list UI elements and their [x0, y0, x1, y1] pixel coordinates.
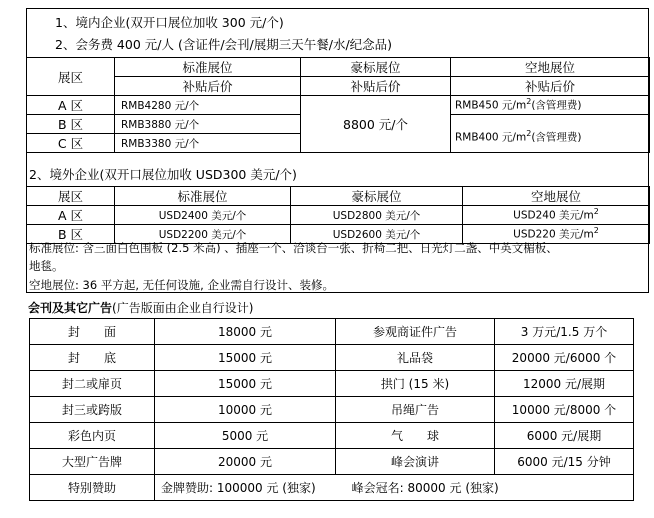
space-price-unit: m	[515, 99, 527, 112]
table-row	[30, 319, 634, 345]
standard-price-cell: USD2200 美元/个	[115, 225, 291, 244]
space-price-cell	[451, 96, 650, 115]
header-standard: 标准展位	[115, 187, 291, 206]
header-space: 空地展位	[451, 58, 650, 77]
zone-cell: A 区	[27, 206, 115, 225]
space-price-text: USD220 美元/	[513, 228, 584, 241]
space-price-note: (含管理费)	[531, 99, 582, 112]
space-price-cell	[451, 115, 650, 153]
ad-price: 10000 元/8000 个	[495, 397, 634, 423]
ad-price: 20000 元/6000 个	[495, 345, 634, 371]
ad-price: 10000 元	[155, 397, 336, 423]
zone-cell: A 区	[27, 96, 115, 115]
ad-price: 15000 元	[155, 371, 336, 397]
header-subsidy: 补贴后价	[451, 77, 650, 96]
deluxe-price-cell: USD2800 美元/个	[291, 206, 463, 225]
ad-price: 18000 元	[155, 319, 336, 345]
ads-title: 会刊及其它广告	[28, 301, 113, 315]
exhibition-pricing-box	[26, 8, 649, 293]
table-row	[30, 371, 634, 397]
ad-price: 12000 元/展期	[495, 371, 634, 397]
space-price-cell	[463, 206, 650, 225]
ad-item: 峰会演讲	[336, 449, 495, 475]
ad-item: 大型广告牌	[30, 449, 155, 475]
zone-cell: B 区	[27, 225, 115, 244]
table-row	[27, 96, 650, 115]
foreign-price-table	[26, 186, 650, 244]
ad-item: 参观商证件广告	[336, 319, 495, 345]
space-price-unit: m	[515, 131, 527, 144]
ad-item: 封二或扉页	[30, 371, 155, 397]
ads-section-title	[28, 299, 253, 316]
space-price-sup: 2	[526, 128, 532, 138]
ad-price: 20000 元	[155, 449, 336, 475]
standard-price-cell: USD2400 美元/个	[115, 206, 291, 225]
space-price-text: RMB450 元/	[455, 99, 516, 112]
ad-item: 封 面	[30, 319, 155, 345]
ad-price: 6000 元/展期	[495, 423, 634, 449]
header-subsidy: 补贴后价	[115, 77, 301, 96]
ad-item: 封三或跨版	[30, 397, 155, 423]
standard-price-cell: RMB3380 元/个	[115, 134, 301, 153]
standard-booth-note: 标准展位: 含三面白色围板 (2.5 米高) 、插座一个、洽谈台一张、折椅二把、日光灯二盏、中英文楣板、	[29, 241, 558, 255]
ad-price: 5000 元	[155, 423, 336, 449]
ad-price: 15000 元	[155, 345, 336, 371]
space-price-unit: m	[583, 209, 594, 222]
ad-item: 封 底	[30, 345, 155, 371]
header-deluxe: 豪标展位	[291, 187, 463, 206]
header-deluxe: 豪标展位	[301, 58, 451, 77]
table-row	[30, 475, 634, 501]
domestic-heading: 1、境内企业(双开口展位加收 300 元/个)	[55, 15, 284, 30]
meeting-fee-line: 2、会务费 400 元/人 (含证件/会刊/展期三天午餐/水/纪念品)	[55, 37, 393, 52]
table-row	[30, 449, 634, 475]
header-zone: 展区	[27, 187, 115, 206]
ad-price: 6000 元/15 分钟	[495, 449, 634, 475]
ad-item: 拱门 (15 米)	[336, 371, 495, 397]
zone-cell: C 区	[27, 134, 115, 153]
foreign-heading: 2、境外企业(双开口展位加收 USD300 美元/个)	[29, 167, 297, 182]
header-standard: 标准展位	[115, 58, 301, 77]
table-row	[30, 397, 634, 423]
ad-item: 吊绳广告	[336, 397, 495, 423]
ad-item: 彩色内页	[30, 423, 155, 449]
space-price-unit: m	[583, 228, 594, 241]
ads-title-note: (广告版面由企业自行设计)	[112, 301, 254, 315]
space-price-sup: 2	[526, 97, 532, 107]
space-price-note: (含管理费)	[531, 131, 582, 144]
standard-price-cell: RMB3880 元/个	[115, 115, 301, 134]
space-price-sup: 2	[593, 226, 599, 236]
space-price-text: USD240 美元/	[513, 209, 584, 222]
sponsor-label: 特别赞助	[30, 475, 155, 501]
ad-price: 3 万元/1.5 万个	[495, 319, 634, 345]
space-price-text: RMB400 元/	[455, 131, 516, 144]
standard-booth-note-cont: 地毯。	[29, 259, 64, 273]
space-price-sup: 2	[593, 207, 599, 217]
table-row	[30, 423, 634, 449]
sponsor-details: 金牌赞助: 100000 元 (独家) 峰会冠名: 80000 元 (独家)	[155, 475, 634, 501]
ad-item: 气 球	[336, 423, 495, 449]
table-row	[27, 206, 650, 225]
domestic-price-table	[26, 57, 650, 153]
zone-cell: B 区	[27, 115, 115, 134]
ad-item: 礼品袋	[336, 345, 495, 371]
table-row	[30, 345, 634, 371]
space-booth-note: 空地展位: 36 平方起, 无任何设施, 企业需自行设计、装修。	[29, 278, 334, 292]
deluxe-price-cell: 8800 元/个	[301, 96, 451, 153]
standard-price-cell: RMB4280 元/个	[115, 96, 301, 115]
header-subsidy: 补贴后价	[301, 77, 451, 96]
header-zone: 展区	[27, 58, 115, 96]
deluxe-price-cell: USD2600 美元/个	[291, 225, 463, 244]
header-space: 空地展位	[463, 187, 650, 206]
ads-price-table	[29, 318, 634, 501]
